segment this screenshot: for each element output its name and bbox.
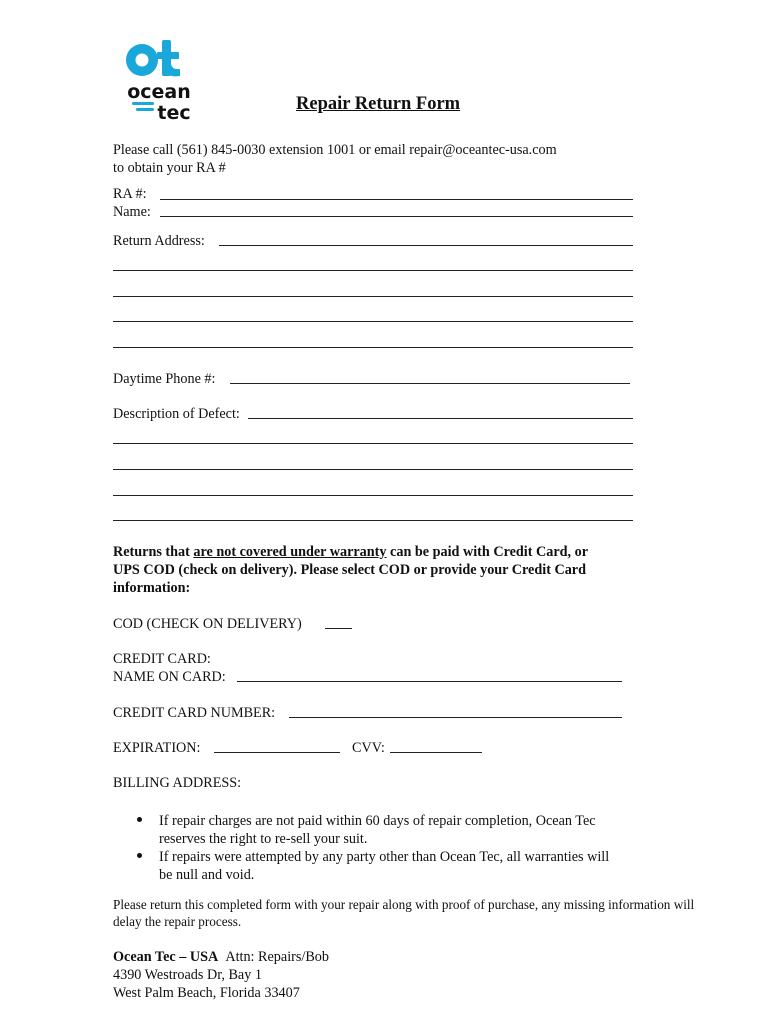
page-title: Repair Return Form (296, 94, 461, 114)
closing-line-2: delay the repair process. (113, 914, 242, 929)
return-address-field-1[interactable] (219, 245, 633, 246)
closing-line-1: Please return this completed form with your repair along with proof of purchase, any missing information will (113, 897, 695, 912)
logo-word-ocean: ocean (127, 81, 191, 103)
daytime-phone-label: Daytime Phone #: (113, 371, 216, 387)
address-city: West Palm Beach, Florida 33407 (113, 985, 300, 1001)
name-on-card-label: NAME ON CARD: (113, 669, 226, 685)
billing-address-label: BILLING ADDRESS: (113, 775, 242, 791)
name-on-card-field[interactable] (237, 681, 622, 682)
payment-line-3: information: (113, 580, 191, 596)
logo-word-tec: tec (157, 102, 191, 122)
expiration-field[interactable] (214, 752, 340, 753)
name-label: Name: (113, 204, 151, 220)
payment-line-1-post: can be paid with Credit Card, or (386, 544, 589, 560)
intro-line-2: to obtain your RA # (113, 160, 226, 176)
ra-number-label: RA #: (113, 186, 147, 202)
payment-warranty-phrase: are not covered under warranty (193, 544, 387, 560)
description-field-2[interactable] (113, 443, 633, 444)
expiration-label: EXPIRATION: (113, 740, 201, 756)
description-field-4[interactable] (113, 495, 633, 496)
cvv-field[interactable] (390, 752, 482, 753)
address-street: 4390 Westroads Dr, Bay 1 (113, 967, 262, 983)
return-address-field-5[interactable] (113, 347, 633, 348)
card-number-label: CREDIT CARD NUMBER: (113, 705, 276, 721)
address-line-company (113, 948, 329, 966)
description-field-5[interactable] (113, 520, 633, 521)
description-label: Description of Defect: (113, 406, 240, 422)
bullet-2-line-1: If repairs were attempted by any party other than Ocean Tec, all warranties will (159, 849, 610, 865)
card-number-field[interactable] (289, 717, 622, 718)
credit-card-label: CREDIT CARD: (113, 651, 211, 667)
cod-select-field[interactable] (325, 628, 352, 629)
intro-line-1: Please call (561) 845-0030 extension 1001 or email repair@oceantec-usa.com (113, 142, 557, 158)
return-address-field-2[interactable] (113, 270, 633, 271)
daytime-phone-field[interactable] (230, 383, 630, 384)
return-address-field-3[interactable] (113, 296, 633, 297)
description-field-1[interactable] (248, 418, 633, 419)
company-name: Ocean Tec – USA (113, 949, 219, 965)
bullet-2-line-2: be null and void. (159, 867, 255, 883)
description-field-3[interactable] (113, 469, 633, 470)
payment-line-1-pre: Returns that (113, 544, 194, 560)
return-address-field-4[interactable] (113, 321, 633, 322)
name-field[interactable] (160, 216, 633, 217)
attn-text: Attn: Repairs/Bob (225, 949, 329, 965)
bullet-1-line-1: If repair charges are not paid within 60 days of repair completion, Ocean Tec (159, 813, 596, 829)
payment-line-2: UPS COD (check on delivery). Please select COD or provide your Credit Card (113, 562, 586, 578)
cod-label: COD (CHECK ON DELIVERY) (113, 616, 302, 632)
bullet-icon (137, 817, 142, 822)
bullet-1-line-2: reserves the right to re-sell your suit. (159, 831, 368, 847)
cvv-label: CVV: (352, 740, 385, 756)
payment-line-1 (113, 543, 588, 561)
bullet-icon (137, 853, 142, 858)
ra-number-field[interactable] (160, 199, 633, 200)
ocean-tec-logo (122, 38, 196, 122)
return-address-label: Return Address: (113, 233, 205, 249)
